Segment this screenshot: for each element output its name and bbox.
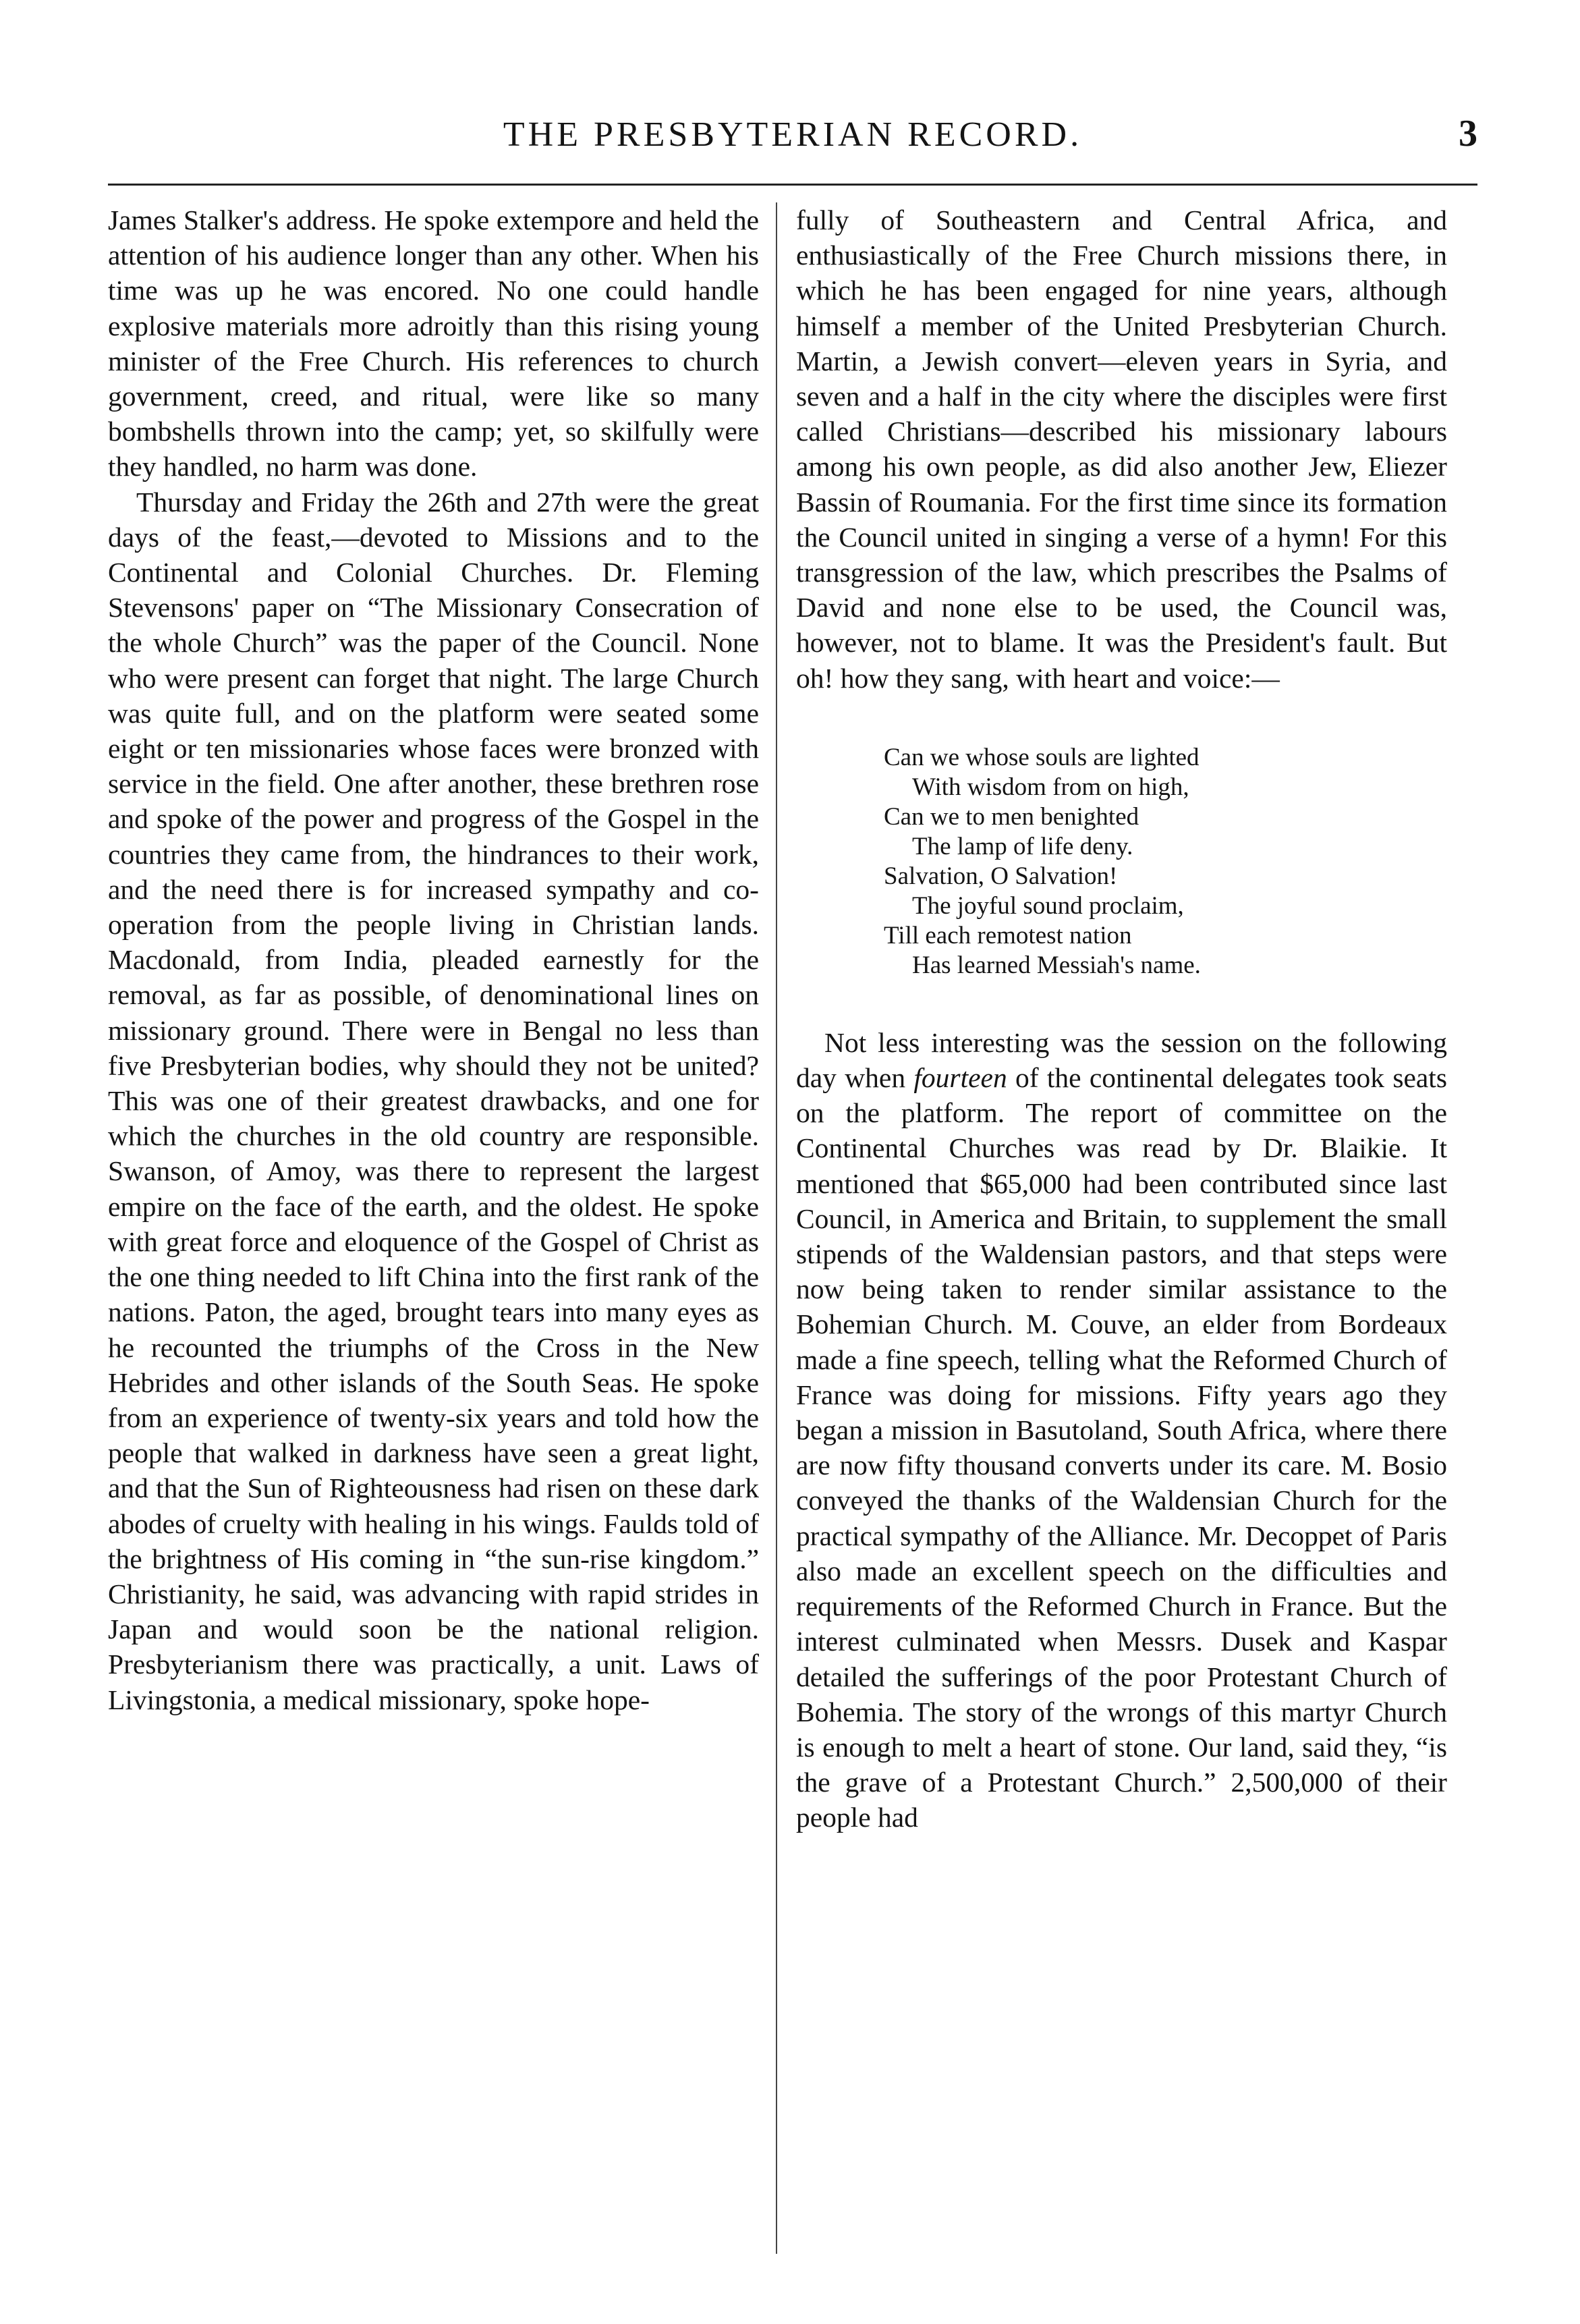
paragraph-continental-start: Not less interesting was the session on the following day when: [796, 1026, 1447, 1094]
page-number: 3: [1459, 113, 1477, 155]
paragraph-missions: Thursday and Friday the 26th and 27th were the great days of the feast,—devoted to Missions and to the Continental and Colonial Churches. Dr. Fleming Stevensons' paper on “The Missionary Consecration of the whole Church” was the paper of the Council. None who were present can forget that night. The large Church was quite full, and on the platform were seated some eight or ten missionaries whose faces were bronzed with service in the field. One after another, these brethren rose and spoke of the power and progress of the Gospel in the countries they came from, the hindrances to their work, and the need there is for increased sympathy and co-operation from the people living in Christian lands. Macdonald, from India, pleaded earnestly for the removal, as far as possible, of denominational lines on missionary ground. There were in Bengal no less than five Presbyterian bodies, why should they not be united? This was one of their greatest drawbacks, and one for which the churches in the old country are responsible. Swanson, of Amoy, was there to represent the largest empire on the face of the earth, and the oldest. He spoke with great force and eloquence of the Gospel of Christ as the one thing needed to lift China into the first rank of the nations. Paton, the aged, brought tears into many eyes as he recounted the triumphs of the Cross in the New Hebrides and other islands of the South Seas. He spoke from an experience of twenty-six years and told how the people that walked in darkness have seen a great light, and that the Sun of Righteousness had risen on these dark abodes of cruelty with healing in his wings. Faulds told of the brightness of His coming in “the sun-rise kingdom.” Christianity, he said, was advancing with rapid strides in Japan and would soon be the national religion. Presbyterianism there was practically, a unit. Laws of Livingstonia, a medical missionary, spoke hope-: [108, 486, 759, 1715]
column-divider: [776, 202, 777, 2254]
left-column: [108, 202, 759, 1717]
hymn-line: The lamp of life deny.: [912, 832, 1133, 860]
hymn-line: Till each remotest nation: [884, 921, 1132, 949]
hymn-line: With wisdom from on high,: [912, 773, 1189, 801]
paragraph-stalker: James Stalker's address. He spoke extempore and held the attention of his audience longer than any other. When his time was up he was encored. No one could handle explosive materials more adroitly than this rising young minister of the Free Church. His references to church government, creed, and ritual, were like so many bombshells thrown into the camp; yet, so skilfully were they handled, no harm was done.: [108, 204, 759, 482]
hymn-line: Can we to men benighted: [884, 802, 1139, 831]
hymn-line: The joyful sound proclaim,: [912, 891, 1184, 920]
paragraph-continental-rest: of the continental delegates took seats on the platform. The report of committee on the Continental Churches was read by Dr. Blaikie. It mentioned that $65,000 had been contributed since last Council, in America and Britain, to supplement the small stipends of the Waldensian pastors, and that steps were now being taken to render similar assistance to the Bohemian Church. M. Couve, an elder from Bordeaux made a fine speech, telling what the Reformed Church of France was doing for missions. Fifty years ago they began a mission in Basutoland, South Africa, where there are now fifty thousand converts under its care. M. Bosio conveyed the thanks of the Waldensian Church for the practical sympathy of the Alliance. Mr. Decoppet of Paris also made an excellent speech on the difficulties and requirements of the Reformed Church in France. But the interest culminated when Messrs. Dusek and Kaspar detailed the sufferings of the poor Protestant Church of Bohemia. The story of the wrongs of this martyr Church is enough to melt a heart of stone. Our land, said they, “is the grave of a Protestant Church.” 2,500,000 of their people had: [796, 1062, 1447, 1833]
hymn-line: Can we whose souls are lighted: [884, 743, 1200, 771]
running-title: THE PRESBYTERIAN RECORD.: [503, 115, 1083, 154]
hymn-verse: [884, 743, 1447, 980]
hymn-line: Salvation, O Salvation!: [884, 862, 1118, 890]
hymn-line: Has learned Messiah's name.: [912, 951, 1201, 979]
emphasis-fourteen: fourteen: [913, 1062, 1007, 1094]
paragraph-africa: fully of Southeastern and Central Africa, and enthusiastically of the Free Church missions there, in which he has been engaged for nine years, although himself a member of the United Presbyterian Church. Martin, a Jewish convert—eleven years in Syria, and seven and a half in the city where the disciples were first called Christians—described his missionary labours among his own people, as did also another Jew, Eliezer Bassin of Roumania. For the first time since its formation the Council united in singing a verse of a hymn! For this transgression of the law, which prescribes the Psalms of David and none else to be used, the Council was, however, not to blame. It was the President's fault. But oh! how they sang, with heart and voice:—: [796, 204, 1447, 694]
paragraph-continental: [796, 1025, 1447, 1835]
right-column: [796, 202, 1447, 1835]
header-rule: [108, 184, 1477, 186]
page-header: [108, 115, 1477, 169]
